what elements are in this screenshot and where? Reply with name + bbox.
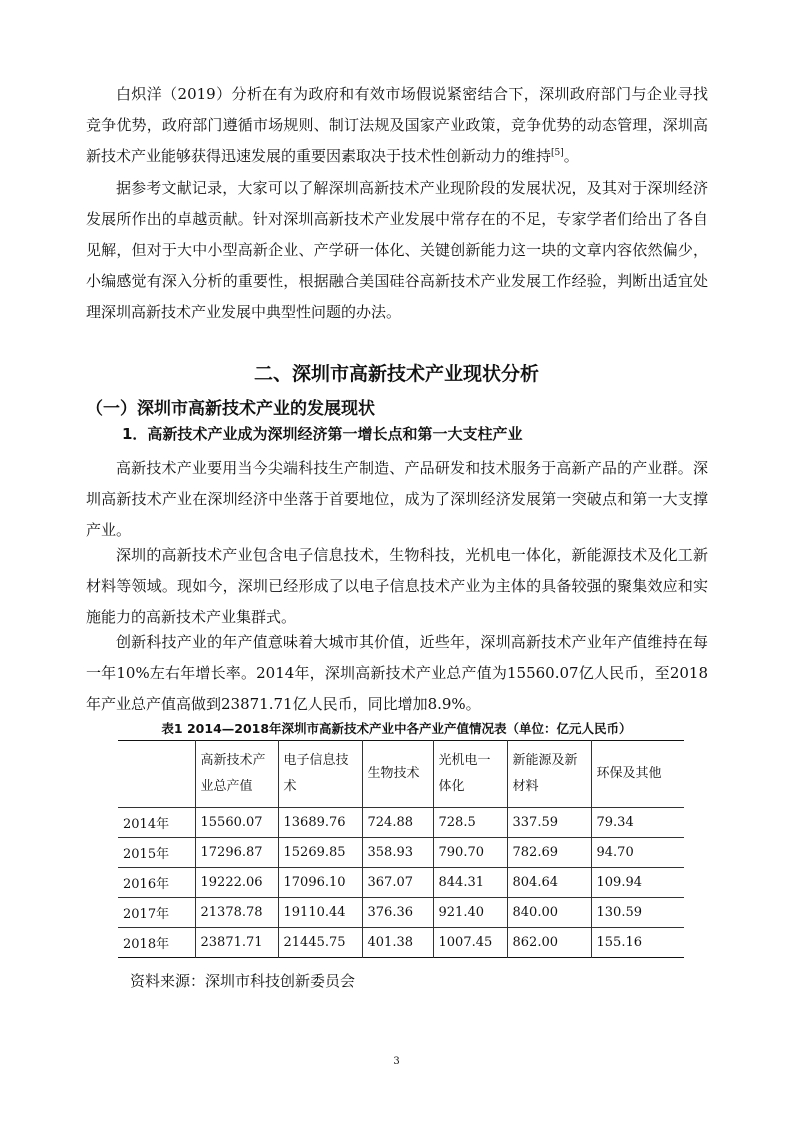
table-cell: 109.94: [591, 868, 684, 898]
header-cell: 环保及其他: [591, 741, 684, 808]
table-source-note: 资料来源：深圳市科技创新委员会: [130, 972, 356, 990]
table-row: [118, 928, 684, 958]
table-cell: 13689.76: [278, 808, 362, 838]
table-row: [118, 808, 684, 838]
paragraph-definition: 高新技术产业要用当今尖端科技生产制造、产品研发和技术服务于高新产品的产业群。深圳高新技术产业在深圳经济中坐落于首要地位，成为了深圳经济发展第一突破点和第一大支撑产业。: [86, 459, 708, 539]
table-cell: 724.88: [362, 808, 433, 838]
table-cell: 401.38: [362, 928, 433, 958]
table-cell: 155.16: [591, 928, 684, 958]
page-number: 3: [393, 1056, 400, 1067]
table-header-row: [118, 741, 684, 808]
table-row: [118, 838, 684, 868]
table-cell: 21378.78: [195, 898, 278, 928]
table-cell: 921.40: [433, 898, 507, 928]
header-cell: 高新技术产业总产值: [195, 741, 278, 808]
year-cell: 2018年: [118, 928, 195, 958]
header-cell: [118, 741, 195, 808]
table-cell: 840.00: [507, 898, 591, 928]
section-heading: 二、深圳市高新技术产业现状分析: [253, 363, 539, 385]
paragraph-end: 。: [563, 147, 579, 165]
table-cell: 376.36: [362, 898, 433, 928]
table-cell: 782.69: [507, 838, 591, 868]
table-row: [118, 868, 684, 898]
table-cell: 19110.44: [278, 898, 362, 928]
header-cell: 光机电一体化: [433, 741, 507, 808]
table-cell: 21445.75: [278, 928, 362, 958]
table-cell: 130.59: [591, 898, 684, 928]
table-cell: 15560.07: [195, 808, 278, 838]
table-cell: 23871.71: [195, 928, 278, 958]
citation-ref: [5]: [551, 148, 564, 158]
paragraph-fields: 深圳的高新技术产业包含电子信息技术，生物科技，光机电一体化，新能源技术及化工新材料等领域。现如今，深圳已经形成了以电子信息技术产业为主体的具备较强的聚集效应和实施能力的高新技术产业集群式。: [86, 546, 708, 626]
table-cell: 17296.87: [195, 838, 278, 868]
year-cell: 2017年: [118, 898, 195, 928]
header-cell: 生物技术: [362, 741, 433, 808]
year-cell: 2016年: [118, 868, 195, 898]
industry-output-table: [118, 740, 684, 958]
table-cell: 728.5: [433, 808, 507, 838]
paragraph-bai-2019: [86, 79, 708, 172]
table-cell: 844.31: [433, 868, 507, 898]
item-heading: 1．高新技术产业成为深圳经济第一增长点和第一大支柱产业: [122, 425, 523, 443]
table-cell: 94.70: [591, 838, 684, 868]
table-cell: 15269.85: [278, 838, 362, 868]
paragraph-text: 白炽洋（2019）分析在有为政府和有效市场假说紧密结合下，深圳政府部门与企业寻找竞争优势，政府部门遵循市场规则、制订法规及国家产业政策，竞争优势的动态管理，深圳高新技术产业能够获得迅速发展的重要因素取决于技术性创新动力的维持: [86, 85, 708, 165]
year-cell: 2014年: [118, 808, 195, 838]
table-cell: 862.00: [507, 928, 591, 958]
table-cell: 804.64: [507, 868, 591, 898]
table-caption: 表1 2014—2018年深圳市高新技术产业中各产业产值情况表（单位：亿元人民币）: [161, 721, 632, 736]
table-cell: 337.59: [507, 808, 591, 838]
table-cell: 19222.06: [195, 868, 278, 898]
table-cell: 367.07: [362, 868, 433, 898]
table-cell: 17096.10: [278, 868, 362, 898]
table-row: [118, 898, 684, 928]
table-cell: 1007.45: [433, 928, 507, 958]
table-cell: 358.93: [362, 838, 433, 868]
header-cell: 电子信息技术: [278, 741, 362, 808]
paragraph-literature-summary: 据参考文献记录，大家可以了解深圳高新技术产业现阶段的发展状况，及其对于深圳经济发展所作出的卓越贡献。针对深圳高新技术产业发展中常存在的不足，专家学者们给出了各自见解，但对于大中小型高新企业、产学研一体化、关键创新能力这一块的文章内容依然偏少，小编感觉有深入分析的重要性，根据融合美国硅谷高新技术产业发展工作经验，判断出适宜处理深圳高新技术产业发展中典型性问题的办法。: [86, 179, 708, 321]
header-cell: 新能源及新材料: [507, 741, 591, 808]
subsection-heading: （一）深圳市高新技术产业的发展现状: [86, 399, 375, 419]
table-cell: 790.70: [433, 838, 507, 868]
year-cell: 2015年: [118, 838, 195, 868]
table-cell: 79.34: [591, 808, 684, 838]
paragraph-output-growth: 创新科技产业的年产值意味着大城市其价值，近些年，深圳高新技术产业年产值维持在每一年10%左右年增长率。2014年，深圳高新技术产业总产值为15560.07亿人民币，至2018年产业总产值高做到23871.71亿人民币，同比增加8.9%。: [86, 633, 708, 713]
